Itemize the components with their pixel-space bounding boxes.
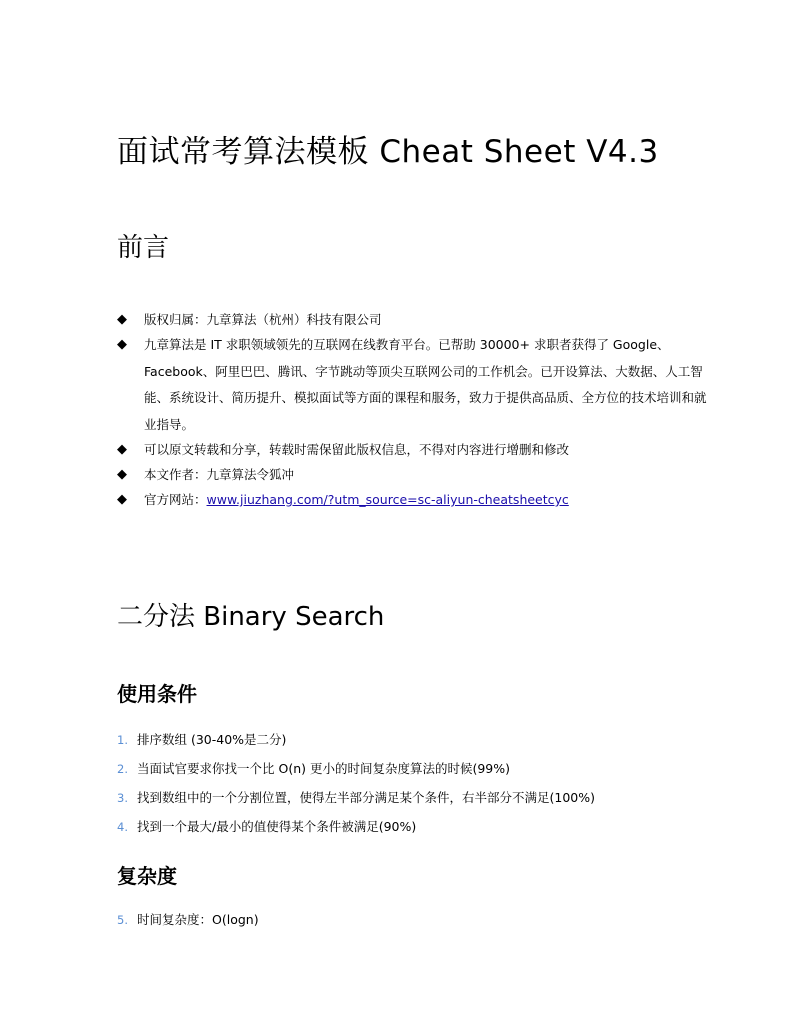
list-item bbox=[117, 440, 717, 459]
list-number: 2. bbox=[117, 762, 128, 776]
conditions-heading: 使用条件 bbox=[117, 682, 197, 706]
list-number: 1. bbox=[117, 733, 128, 747]
reprint-text: 可以原文转载和分享，转载时需保留此版权信息，不得对内容进行增删和修改 bbox=[144, 442, 570, 457]
author-text: 本文作者：九章算法令狐冲 bbox=[144, 467, 295, 482]
intro-text: 九章算法是 IT 求职领域领先的互联网在线教育平台。已帮助 30000+ 求职者获得了 Google、Facebook、阿里巴巴、腾讯、字节跳动等顶尖互联网公司的工作机会。已开设算法、大数据、人工智能、系统设计、简历提升、模拟面试等方面的课程和服务，致力于提供高品质、全方位的技术培训和就业指导。 bbox=[144, 337, 707, 432]
list-item bbox=[117, 817, 595, 846]
list-item bbox=[117, 490, 717, 509]
list-item bbox=[117, 332, 717, 438]
copyright-text: 版权归属：九章算法（杭州）科技有限公司 bbox=[144, 312, 382, 327]
conditions-list bbox=[117, 730, 595, 846]
diamond-bullet-icon: ◆ bbox=[117, 442, 127, 457]
list-item bbox=[117, 310, 717, 329]
binary-search-heading: 二分法 Binary Search bbox=[117, 602, 385, 632]
list-item bbox=[117, 465, 717, 484]
list-item-text: 找到一个最大/最小的值使得某个条件被满足(90%) bbox=[137, 819, 417, 834]
list-item bbox=[117, 910, 259, 939]
diamond-bullet-icon: ◆ bbox=[117, 492, 127, 507]
list-item bbox=[117, 788, 595, 817]
preface-list bbox=[117, 310, 717, 515]
document-title: 面试常考算法模板 Cheat Sheet V4.3 bbox=[117, 134, 659, 170]
preface-heading: 前言 bbox=[117, 233, 170, 263]
complexity-heading: 复杂度 bbox=[117, 864, 177, 888]
list-item-text: 时间复杂度：O(logn) bbox=[137, 912, 259, 927]
diamond-bullet-icon: ◆ bbox=[117, 467, 127, 482]
diamond-bullet-icon: ◆ bbox=[117, 312, 127, 327]
list-item-text: 找到数组中的一个分割位置，使得左半部分满足某个条件，右半部分不满足(100%) bbox=[137, 790, 595, 805]
list-item bbox=[117, 730, 595, 759]
website-label: 官方网站： bbox=[144, 492, 207, 507]
diamond-bullet-icon: ◆ bbox=[117, 337, 127, 352]
website-link[interactable]: www.jiuzhang.com/?utm_source=sc-aliyun-cheatsheetcyc bbox=[206, 492, 569, 507]
list-number: 5. bbox=[117, 913, 128, 927]
list-item-text: 排序数组 (30-40%是二分) bbox=[137, 732, 287, 747]
list-number: 3. bbox=[117, 791, 128, 805]
list-item bbox=[117, 759, 595, 788]
list-number: 4. bbox=[117, 820, 128, 834]
complexity-list bbox=[117, 910, 259, 939]
list-item-text: 当面试官要求你找一个比 O(n) 更小的时间复杂度算法的时候(99%) bbox=[137, 761, 510, 776]
